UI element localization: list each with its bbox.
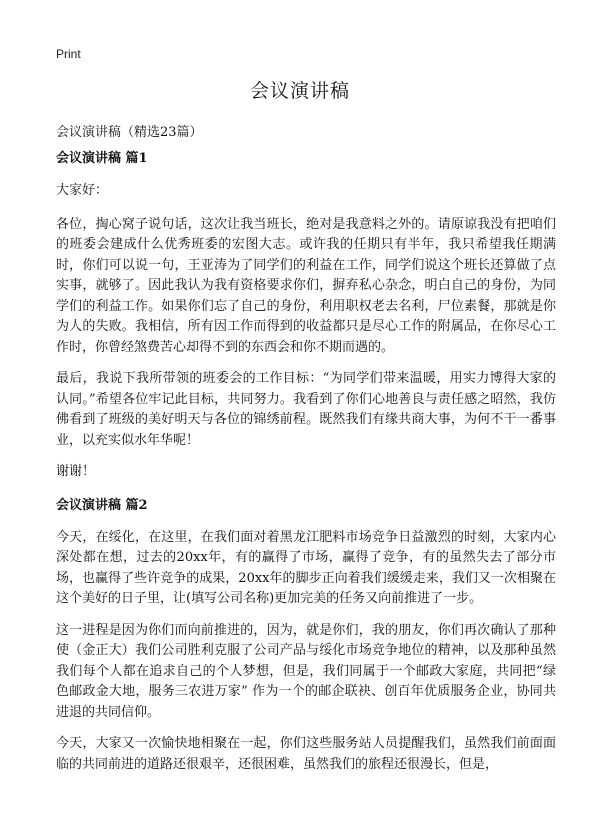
paragraph: 这一进程是因为你们而向前推进的，因为，就是你们，我的朋友，你们再次确认了那种使（金正大）我们公司胜利克服了公司产品与绥化市场竞争地位的精神，以及那种虽然我们每个人都在追求自己的个人梦想，但是，我们同属于一个邮政大家庭，共同把“绿色邮政金大地，服务三农进万家” 作为一个的邮企联袂、创百年优质服务企业，协同共进退的共同信仰。 [56,622,556,720]
print-link[interactable]: Print [56,47,81,61]
paragraph: 今天，在绥化，在这里，在我们面对着黑龙江肥料市场竞争日益激烈的时刻，大家内心深处都在想，过去的20xx年，有的赢得了市场，赢得了竞争，有的虽然失去了部分市场，也赢得了些许竞争的成果，20xx年的脚步正向着我们缓缓走来，我们又一次相聚在这个美好的日子里，让(填写公司名称)更加完美的任务又向前推进了一步。 [56,529,556,606]
paragraph: 大家好： [56,183,109,198]
document-subtitle: 会议演讲稿（精选23篇） [56,125,203,140]
document-body [56,149,556,786]
paragraph: 最后，我说下我所带领的班委会的工作目标：“为同学们带来温暖，用实力博得大家的认同。”希望各位牢记此目标，共同努力。我看到了你们心地善良与责任感之昭然，我仿佛看到了班级的美好明天与各位的锦绣前程。既然我们有缘共商大事，为何不干一番事业，以充实似水年华呢！ [56,371,556,448]
section-heading: 会议演讲稿 篇1 [56,151,148,166]
section-heading: 会议演讲稿 篇2 [56,497,148,513]
paragraph: 谢谢！ [56,464,96,479]
section-1 [56,149,556,483]
paragraph: 各位，掏心窝子说句话，这次让我当班长，绝对是我意料之外的。请原谅我没有把咱们的班委会建成什么优秀班委的宏图大志。或许我的任期只有半年，我只希望我任期满时，你们可以说一句，王亚涛为了同学们的利益在工作，同学们说这个班长还算做了点实事，就够了。因此我认为我有资格要求你们，摒弃私心杂念，明白自己的身份，为同学们的利益工作。如果你们忘了自己的身份，利用职权老去名利，尸位素餐，那就是你为人的失败。我相信，所有因工作而得到的收益都只是尽心工作的附属品，在你尽心工作时，你曾经煞费苦心却得不到的东西会和你不期而遇的。 [56,216,556,355]
document-title: 会议演讲稿 [249,80,350,102]
paragraph: 今天，大家又一次愉快地相聚在一起，你们这些服务站人员提醒我们，虽然我们前面面临的共同前进的道路还很艰辛，还很困难，虽然我们的旅程还很漫长，但是， [56,736,556,772]
section-2 [56,496,556,776]
